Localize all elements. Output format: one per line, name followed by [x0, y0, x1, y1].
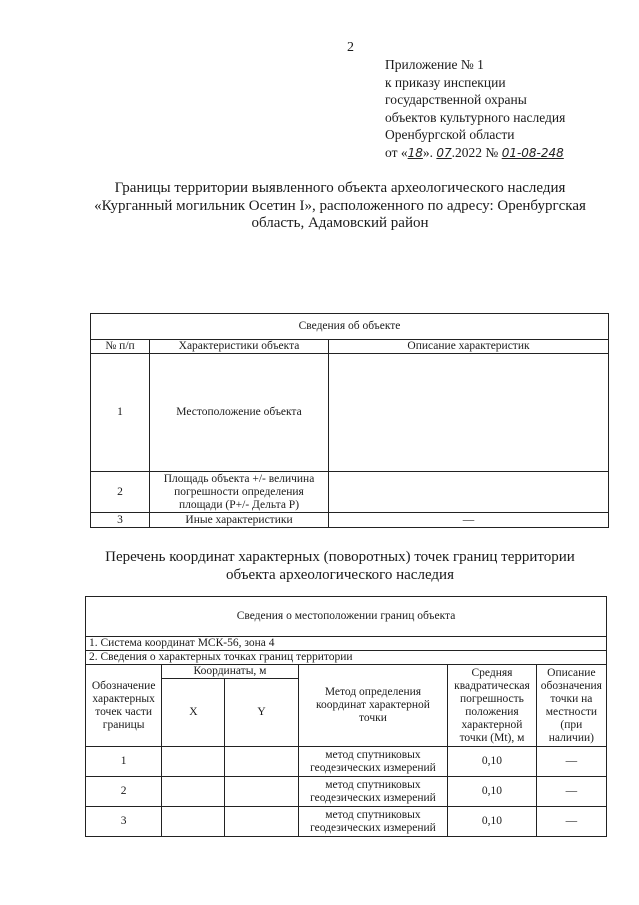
order-date-line	[385, 144, 565, 163]
point-y	[225, 807, 298, 837]
handwritten-day: 18	[407, 145, 423, 160]
appendix-line: Оренбургской области	[385, 127, 515, 142]
appendix-line: государственной охраны	[385, 92, 527, 107]
point-y	[225, 777, 298, 807]
row-description: —	[329, 513, 609, 528]
appendix-line: объектов культурного наследия	[385, 109, 566, 125]
column-header: Метод определения координат характерной точки	[298, 665, 448, 747]
document-title	[80, 180, 600, 233]
row-characteristic: Иные характеристики	[150, 513, 329, 528]
point-id: 3	[86, 807, 162, 837]
column-header: Характеристики объекта	[150, 340, 329, 354]
appendix-block	[385, 56, 565, 162]
appendix-line: к приказу инспекции	[385, 74, 506, 90]
point-description: —	[536, 777, 606, 807]
point-error: 0,10	[448, 747, 537, 777]
point-method: метод спутниковых геодезических измерений	[298, 807, 448, 837]
table-header: Сведения об объекте	[91, 314, 609, 340]
column-header: № п/п	[91, 340, 150, 354]
row-characteristic: Местоположение объекта	[150, 354, 329, 472]
column-header: Средняя квадратическая погрешность положения характерной точки (Mt), м	[448, 665, 537, 747]
column-header: Координаты, м	[162, 665, 298, 679]
title-line: область, Адамовский район	[251, 215, 429, 231]
point-description: —	[536, 747, 606, 777]
date-year: .2022 №	[451, 144, 499, 160]
point-y	[225, 747, 298, 777]
section-title	[80, 549, 600, 584]
point-id: 2	[86, 777, 162, 807]
table-row	[91, 354, 609, 472]
page-number: 2	[347, 40, 354, 55]
coordinate-system-row: 1. Система координат МСК-56, зона 4	[86, 637, 607, 651]
appendix-line: Приложение № 1	[385, 57, 484, 72]
date-prefix: от «	[385, 144, 408, 160]
date-separator: ».	[422, 144, 434, 160]
object-info-table	[90, 313, 609, 528]
point-error: 0,10	[448, 777, 537, 807]
row-description	[329, 472, 609, 513]
title-line: Границы территории выявленного объекта археологического наследия	[114, 180, 566, 196]
point-x	[162, 747, 225, 777]
column-header: Описание обозначения точки на местности (при наличии)	[536, 665, 606, 747]
row-characteristic: Площадь объекта +/- величина погрешности определения площади (P+/- Дельта P)	[150, 472, 329, 513]
table-header: Сведения о местоположении границ объекта	[86, 597, 607, 637]
point-method: метод спутниковых геодезических измерений	[298, 777, 448, 807]
section-title-line: Перечень координат характерных (поворотных) точек границ территории	[105, 549, 575, 565]
table-row	[86, 777, 607, 807]
section-title-line: объекта археологического наследия	[226, 566, 454, 583]
table-row	[91, 513, 609, 528]
point-method: метод спутниковых геодезических измерений	[298, 747, 448, 777]
title-line: «Курганный могильник Осетин I», расположенного по адресу: Оренбургская	[94, 197, 586, 214]
point-id: 1	[86, 747, 162, 777]
point-description: —	[536, 807, 606, 837]
column-header: Обозначение характерных точек части границы	[86, 665, 162, 747]
column-header: X	[162, 679, 225, 747]
column-header: Y	[225, 679, 298, 747]
table-row	[86, 807, 607, 837]
point-x	[162, 807, 225, 837]
column-header: Описание характеристик	[329, 340, 609, 354]
row-number: 1	[91, 354, 150, 472]
table-row	[91, 472, 609, 513]
row-description	[329, 354, 609, 472]
table-row	[86, 747, 607, 777]
points-info-row: 2. Сведения о характерных точках границ территории	[86, 651, 607, 665]
point-x	[162, 777, 225, 807]
handwritten-order-number: 01-08-248	[501, 145, 564, 160]
row-number: 3	[91, 513, 150, 528]
row-number: 2	[91, 472, 150, 513]
point-error: 0,10	[448, 807, 537, 837]
boundary-points-table	[85, 596, 607, 837]
handwritten-month: 07	[436, 145, 452, 160]
